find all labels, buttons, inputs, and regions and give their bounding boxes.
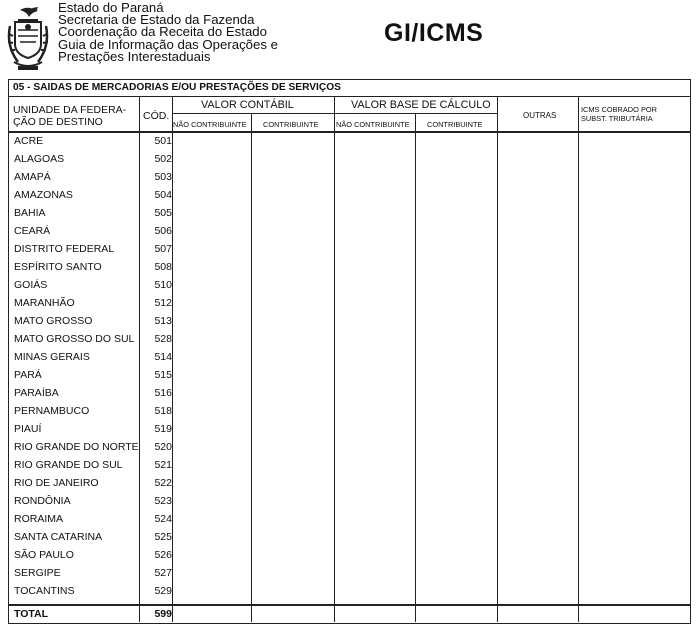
table-row [9,276,690,294]
cod-cell: 507 [154,243,172,255]
uf-cell: RIO DE JANEIRO [14,477,99,489]
contribuinte-base-header: CONTRIBUINTE [427,120,483,129]
outgoing-goods-table [8,79,691,624]
cod-cell: 505 [154,207,172,219]
uf-cell: PIAUÍ [14,423,42,435]
document-header [0,0,700,80]
table-row [9,258,690,276]
table-row [9,294,690,312]
uf-cell: PERNAMBUCO [14,405,90,417]
table-row [9,384,690,402]
issuer-line: Secretaria de Estado da Fazenda [58,12,255,28]
cod-cell: 516 [154,387,172,399]
contribuinte-header: CONTRIBUINTE [263,120,319,129]
total-label: TOTAL [14,608,49,620]
cod-cell: 525 [154,531,172,543]
cod-cell: 518 [154,405,172,417]
table-row [9,492,690,510]
section-title: 05 - SAIDAS DE MERCADORIAS E/OU PRESTAÇÕES DE SERVIÇOS [9,80,690,97]
nao-contribuinte-base-header: NÃO CONTRIBUINTE [336,120,410,129]
uf-cell: CEARÁ [14,225,51,237]
uf-cell: GOIÁS [14,279,48,291]
uf-cell: MATO GROSSO [14,315,93,327]
uf-cell: SANTA CATARINA [14,531,103,543]
uf-cell: MATO GROSSO DO SUL [14,333,135,345]
cod-cell: 528 [154,333,172,345]
table-row [9,186,690,204]
issuer-line: Coordenação da Receita do Estado [58,24,267,40]
table-row [9,150,690,168]
table-row [9,366,690,384]
icms-st-header: ICMS COBRADO POR SUBST. TRIBUTÁRIA [581,105,657,123]
total-cod: 599 [154,608,172,620]
cod-cell: 521 [154,459,172,471]
uf-cell: ESPÍRITO SANTO [14,261,102,273]
table-row [9,240,690,258]
table-row [9,510,690,528]
table-row [9,420,690,438]
cod-cell: 526 [154,549,172,561]
cod-cell: 522 [154,477,172,489]
uf-cell: DISTRITO FEDERAL [14,243,115,255]
table-row [9,312,690,330]
group-header-divider [172,113,497,114]
total-row [9,605,690,623]
uf-cell: MINAS GERAIS [14,351,90,363]
cod-column-header: CÓD. [143,110,170,122]
uf-cell: PARÁ [14,369,42,381]
uf-cell: SERGIPE [14,567,61,579]
uf-cell: RORAIMA [14,513,64,525]
cod-cell: 504 [154,189,172,201]
valor-contabil-header: VALOR CONTÁBIL [201,99,294,111]
table-row [9,348,690,366]
table-row [9,474,690,492]
form-code-title: GI/ICMS [384,19,484,47]
table-row [9,168,690,186]
cod-cell: 508 [154,261,172,273]
uf-cell: PARAÍBA [14,387,59,399]
cod-cell: 529 [154,585,172,597]
table-row [9,330,690,348]
cod-cell: 501 [154,135,172,147]
cod-cell: 527 [154,567,172,579]
cod-cell: 506 [154,225,172,237]
outras-header: OUTRAS [523,111,557,120]
uf-cell: RIO GRANDE DO SUL [14,459,123,471]
table-row [9,222,690,240]
nao-contribuinte-header: NÃO CONTRIBUINTE [173,120,247,129]
uf-cell: BAHIA [14,207,46,219]
cod-cell: 513 [154,315,172,327]
uf-cell: TOCANTINS [14,585,75,597]
uf-cell: AMAPÁ [14,171,51,183]
cod-cell: 520 [154,441,172,453]
cod-cell: 515 [154,369,172,381]
issuer-line: Estado do Paraná [58,0,164,15]
uf-cell: ACRE [14,135,44,147]
cod-cell: 510 [154,279,172,291]
uf-column-header: UNIDADE DA FEDERA- ÇÃO DE DESTINO [13,104,127,128]
parana-coat-of-arms-icon [6,6,50,72]
uf-cell: RONDÔNIA [14,495,71,507]
uf-cell: MARANHÃO [14,297,75,309]
table-row [9,546,690,564]
cod-cell: 523 [154,495,172,507]
uf-cell: RIO GRANDE DO NORTE [14,441,139,453]
valor-base-header: VALOR BASE DE CÁLCULO [351,99,491,111]
table-row [9,564,690,582]
table-row [9,438,690,456]
issuer-line: Guia de Informação das Operações e [58,36,278,52]
table-row [9,204,690,222]
issuer-line: Prestações Interestaduais [58,48,211,64]
table-row [9,582,690,600]
cod-cell: 502 [154,153,172,165]
table-row [9,528,690,546]
issuer-lines [58,2,278,63]
uf-cell: AMAZONAS [14,189,73,201]
table-row [9,402,690,420]
uf-cell: SÃO PAULO [14,549,74,561]
cod-cell: 503 [154,171,172,183]
cod-cell: 512 [154,297,172,309]
cod-cell: 514 [154,351,172,363]
cod-cell: 519 [154,423,172,435]
uf-cell: ALAGOAS [14,153,65,165]
table-row [9,132,690,150]
cod-cell: 524 [154,513,172,525]
table-row [9,456,690,474]
